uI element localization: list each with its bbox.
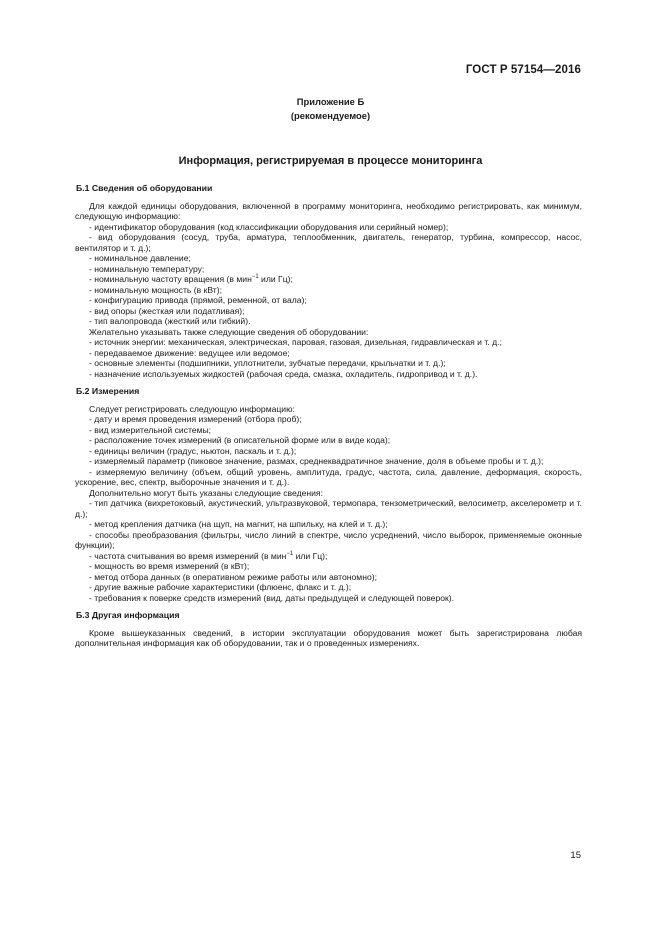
list-item-text: - частота считывания во время измерений (в мин	[89, 550, 287, 561]
section-b2-intro: Следует регистрировать следующую информацию:	[89, 403, 295, 414]
list-item: - вид оборудования (сосуд, труба, арматура, теплообменник, двигатель, генератор, турбина, компрессор, насос, вентилятор и т. д.);	[75, 232, 582, 253]
list-item: - мощность во время измерений (в кВт);	[89, 561, 250, 571]
section-b2-extra-intro: Дополнительно могут быть указаны следующие сведения:	[89, 487, 323, 498]
list-item: - передаваемое движение: ведущее или ведомое;	[89, 347, 290, 358]
list-item: - тип валопровода (жесткий или гибкий).	[89, 316, 251, 326]
list-item: - номинальное давление;	[89, 253, 191, 263]
section-b1-intro: Для каждой единицы оборудования, включенной в программу мониторинга, необходимо регистрировать, как минимум, следующую информацию:	[75, 200, 582, 221]
list-item: - вид опоры (жесткая или податливая);	[89, 305, 245, 316]
list-item	[75, 551, 582, 562]
section-b2-heading: Б.2 Измерения	[76, 386, 140, 396]
main-title: Информация, регистрируемая в процессе мониторинга	[178, 155, 483, 167]
list-item: - назначение используемых жидкостей (рабочая среда, смазка, охладитель, гидропривод и т. д.).	[89, 368, 478, 379]
list-item: - вид измерительной системы;	[89, 424, 212, 435]
section-b1-heading: Б.1 Сведения об оборудовании	[76, 183, 213, 193]
annex-subtitle: (рекомендуемое)	[290, 110, 371, 121]
list-item: - требования к поверке средств измерений (вид, даты предыдущей и следующей поверок).	[89, 592, 455, 603]
document-body	[75, 183, 582, 649]
superscript: −1	[286, 550, 294, 557]
list-item: - способы преобразования (фильтры, число линий в спектре, число усреднений, число выборок, применяемые оконные функции);	[75, 529, 582, 550]
list-item: - конфигурацию привода (прямой, ременной, от вала);	[89, 295, 307, 305]
list-item: - другие важные рабочие характеристики (флюенс, флакс и т. д.);	[89, 582, 352, 592]
list-item: - основные элементы (подшипники, уплотнители, зубчатые передачи, крыльчатки и т. д.);	[89, 358, 446, 368]
section-b1-extra-intro: Желательно указывать также следующие сведения об оборудовании:	[89, 326, 369, 337]
list-item-tail: или Гц);	[293, 550, 328, 561]
list-item: - тип датчика (вихретоковый, акустический, ультразвуковой, термопара, тензометрический, велосиметр, акселерометр и т. д.);	[75, 498, 582, 519]
annex-title: Приложение Б	[296, 96, 365, 107]
superscript: −1	[251, 274, 259, 280]
list-item: - дату и время проведения измерений (отбора проб);	[89, 414, 302, 424]
list-item-tail: или Гц);	[258, 274, 293, 284]
list-item: - источник энергии: механическая, электрическая, паровая, газовая, дизельная, гидравлическая и т. д.;	[89, 337, 502, 347]
section-b3-heading: Б.3 Другая информация	[76, 610, 180, 620]
list-item-text: - номинальную частоту вращения (в мин	[89, 274, 252, 284]
standard-number: ГОСТ Р 57154—2016	[465, 64, 581, 76]
list-item: - номинальную мощность (в кВт);	[89, 284, 222, 295]
list-item: - идентификатор оборудования (код классификации оборудования или серийный номер);	[89, 221, 449, 232]
list-item: - метод крепления датчика (на щуп, на магнит, на шпильку, на клей и т. д.);	[89, 519, 388, 529]
list-item: - единицы величин (градус, ньютон, паскаль и т. д.);	[89, 445, 297, 456]
section-b3-text: Кроме вышеуказанных сведений, в истории эксплуатации оборудования может быть зарегистрирована любая дополнительная информация как об оборудовании, так и о проведенных измерениях.	[75, 627, 582, 648]
list-item: - измеряемую величину (объем, общий уровень, амплитуда, градус, частота, сила, давление, деформация, скорость, ускорение, вес, спектр, выборочные значения и т. д.).	[75, 466, 582, 487]
page-number: 15	[570, 850, 581, 861]
list-item: - расположение точек измерений (в описательной форме или в виде кода);	[89, 435, 391, 445]
list-item: - номинальную температуру;	[89, 263, 205, 274]
list-item: - метод отбора данных (в оперативном режиме работы или автономно);	[89, 571, 377, 582]
list-item: - измеряемый параметр (пиковое значение, размах, среднеквадратичное значение, доля в объеме пробы и т. д.);	[89, 456, 544, 466]
list-item	[75, 274, 582, 285]
